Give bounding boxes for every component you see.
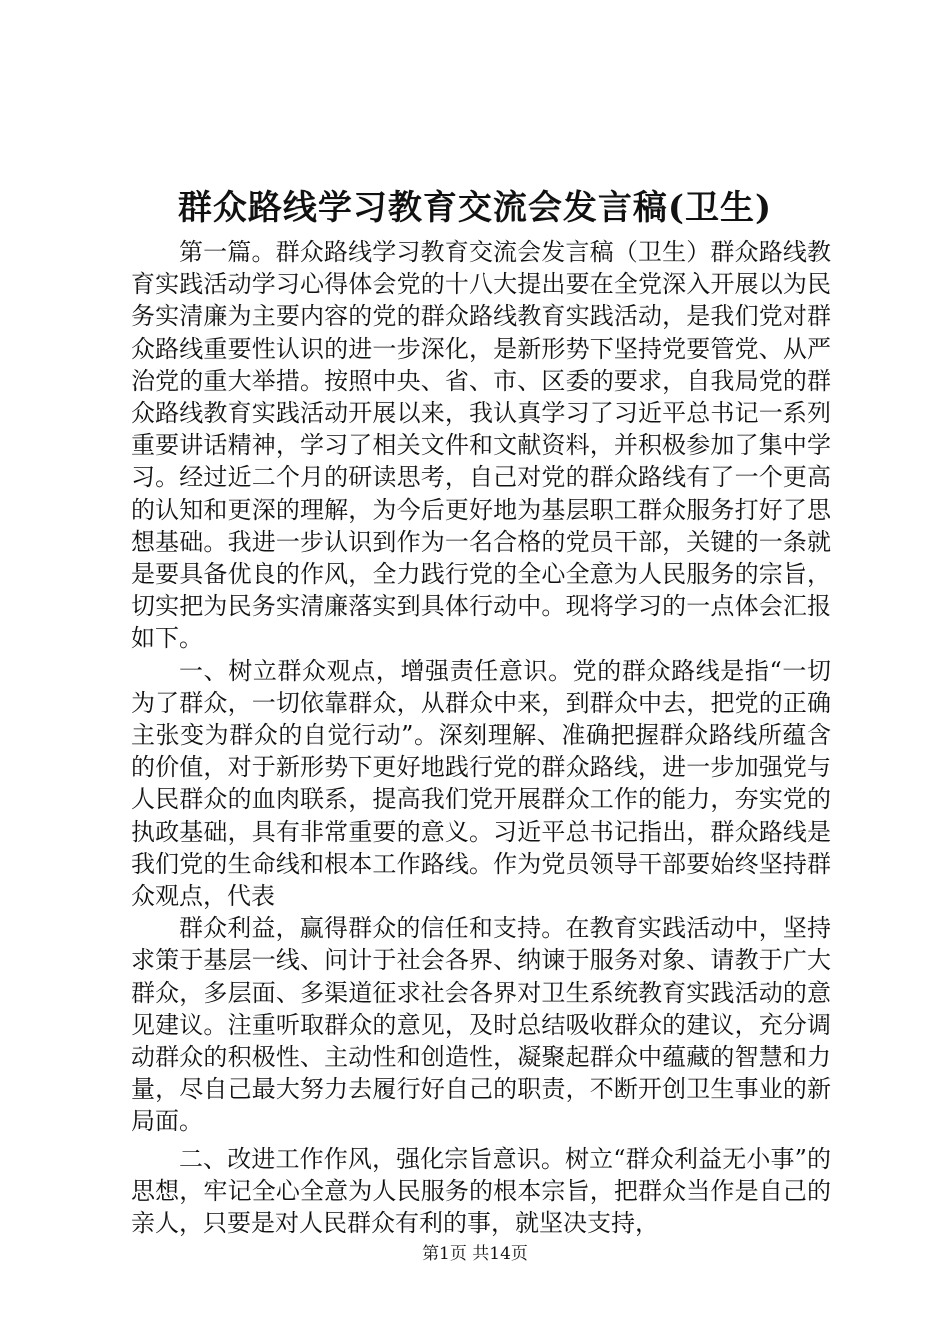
paragraph-section-one: 一、树立群众观点，增强责任意识。党的群众路线是指“一切为了群众，一切依靠群众，从群众中来，到群众中去，把党的正确主张变为群众的自觉行动”。深刻理解、准确把握群众路线所蕴含的价值，对于新形势下更好地践行党的群众路线，进一步加强党与人民群众的血肉联系，提高我们党开展群众工作的能力，夯实党的执政基础，具有非常重要的意义。习近平总书记指出，群众路线是我们党的生命线和根本工作路线。作为党员领导干部要始终坚持群众观点，代表 — [131, 656, 831, 911]
paragraph-section-two: 二、改进工作作风，强化宗旨意识。树立“群众利益无小事”的思想，牢记全心全意为人民服务的根本宗旨，把群众当作是自己的亲人，只要是对人民群众有利的事，就坚决支持， — [131, 1144, 831, 1238]
paragraph-intro: 第一篇。群众路线学习教育交流会发言稿（卫生）群众路线教育实践活动学习心得体会党的十八大提出要在全党深入开展以为民务实清廉为主要内容的党的群众路线教育实践活动，是我们党对群众路线重要性认识的进一步深化，是新形势下坚持党要管党、从严治党的重大举措。按照中央、省、市、区委的要求，自我局党的群众路线教育实践活动开展以来，我认真学习了习近平总书记一系列重要讲话精神，学习了相关文件和文献资料，并积极参加了集中学习。经过近二个月的研读思考，自己对党的群众路线有了一个更高的认知和更深的理解，为今后更好地为基层职工群众服务打好了思想基础。我进一步认识到作为一名合格的党员干部，关键的一条就是要具备优良的作风，全力践行党的全心全意为人民服务的宗旨，切实把为民务实清廉落实到具体行动中。现将学习的一点体会汇报如下。 — [131, 238, 831, 653]
paragraph-section-one-continued: 群众利益，赢得群众的信任和支持。在教育实践活动中，坚持求策于基层一线、问计于社会各界、纳谏于服务对象、请教于广大群众，多层面、多渠道征求社会各界对卫生系统教育实践活动的意见建议。注重听取群众的意见，及时总结吸收群众的建议，充分调动群众的积极性、主动性和创造性，凝聚起群众中蕴藏的智慧和力量，尽自己最大努力去履行好自己的职责，不断开创卫生事业的新局面。 — [131, 914, 831, 1136]
document-body — [131, 236, 831, 1239]
document-title: 群众路线学习教育交流会发言稿(卫生) — [177, 188, 773, 228]
page-number-footer: 第1页 共14页 — [422, 1244, 528, 1264]
